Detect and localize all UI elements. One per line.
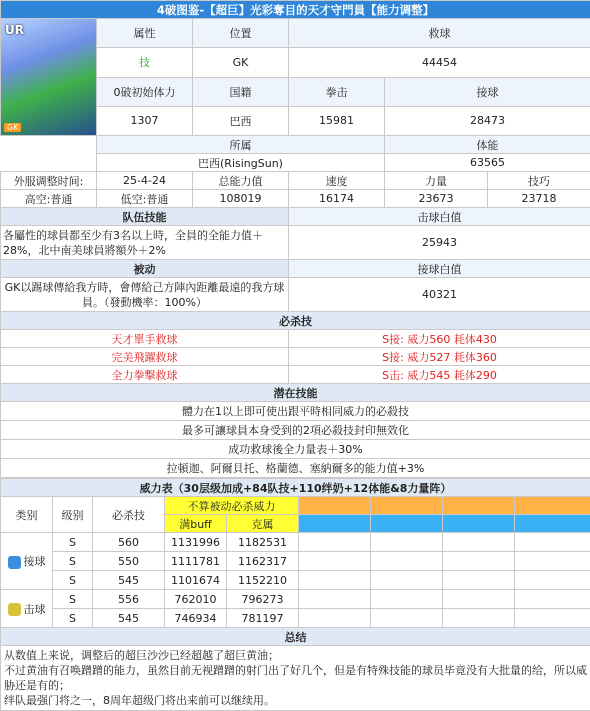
summary-text <box>1 646 590 711</box>
special-label: 必杀技 <box>1 312 590 330</box>
type-catch: 接球 <box>1 533 53 590</box>
table-cell: 550 <box>93 552 165 571</box>
nation-label: 国籍 <box>193 77 289 106</box>
latent-label: 潜在技能 <box>1 384 590 402</box>
tech-label: 技巧 <box>488 172 590 190</box>
table-cell: 1111781 <box>165 552 227 571</box>
gk-badge: GK <box>4 123 21 132</box>
stamina-label: 0破初始体力 <box>97 77 193 106</box>
catch-label: 接球 <box>385 77 590 106</box>
cyan-cell <box>443 515 515 533</box>
pos-value: GK <box>193 48 289 77</box>
latent-item-2: 最多可讓球員本身受到的2項必殺技封印無效化 <box>1 421 590 440</box>
speed-label: 速度 <box>289 172 385 190</box>
table-cell: 556 <box>93 590 165 609</box>
table-cell: S <box>53 609 93 628</box>
punch-label: 拳击 <box>289 77 385 106</box>
col-full-buff: 满buff <box>165 515 227 533</box>
table-cell: 1131996 <box>165 533 227 552</box>
col-type: 类别 <box>1 497 53 533</box>
latent-item-3: 成功救球後全力量表＋30% <box>1 440 590 459</box>
table-cell: 1162317 <box>227 552 299 571</box>
table-cell: S <box>53 590 93 609</box>
table-cell: 762010 <box>165 590 227 609</box>
nation-value: 巴西 <box>193 106 289 135</box>
team-skill-label: 队伍技能 <box>1 208 289 226</box>
power-value: 23673 <box>385 190 488 208</box>
table-cell: S <box>53 552 93 571</box>
summary-line-3: 绊队最强门将之一，8周年超级门将出来前可以继续用。 <box>4 693 587 708</box>
col-counter: 克属 <box>227 515 299 533</box>
cyan-cell <box>299 515 371 533</box>
latent-item-4: 拉頓迦、阿爾貝托、格蘭德、塞納爾多的能力值+3% <box>1 459 590 478</box>
save-value: 44454 <box>289 48 590 77</box>
table-cell: 1182531 <box>227 533 299 552</box>
punch-white-value: 25943 <box>289 226 590 260</box>
special-stat-2: S接: 威力527 耗体360 <box>289 348 590 366</box>
table-cell: 545 <box>93 571 165 590</box>
table-cell: S <box>53 533 93 552</box>
special-name-1: 天才單手救球 <box>1 330 289 348</box>
table-cell: 1101674 <box>165 571 227 590</box>
cyan-cell <box>515 515 590 533</box>
orange-cell <box>299 497 371 515</box>
table-cell: 796273 <box>227 590 299 609</box>
punch-value: 15981 <box>289 106 385 135</box>
catch-white-value: 40321 <box>289 278 590 312</box>
low-cell: 低空:普通 <box>97 190 193 208</box>
catch-icon <box>8 556 21 569</box>
catch-value: 28473 <box>385 106 590 135</box>
attr-value: 技 <box>97 48 193 77</box>
team-skill-text: 各屬性的球員都至少有3名以上時，全員的全能力值＋28%，北中南美球員將額外＋2% <box>1 226 289 260</box>
team-value: 巴西(RisingSun) <box>97 154 385 172</box>
catch-white-label: 接球白值 <box>289 260 590 278</box>
special-stat-3: S击: 威力545 耗体290 <box>289 366 590 384</box>
date-label: 外服调整时间: <box>1 172 97 190</box>
no-passive-header: 不算被动必杀威力 <box>165 497 299 515</box>
type-punch: 击球 <box>1 590 53 628</box>
orange-cell <box>371 497 443 515</box>
power-label: 力量 <box>385 172 488 190</box>
pos-label: 位置 <box>193 19 289 48</box>
cyan-cell <box>371 515 443 533</box>
table-cell: 746934 <box>165 609 227 628</box>
power-table <box>0 478 590 711</box>
summary-line-1: 从数值上来说，调整后的超巨沙沙已经超越了超巨黄油； <box>4 648 587 663</box>
stamina-value: 1307 <box>97 106 193 135</box>
rarity-label: UR <box>5 23 24 37</box>
high-cell: 高空:普通 <box>1 190 97 208</box>
player-portrait <box>1 19 96 135</box>
table-cell: S <box>53 571 93 590</box>
total-value: 108019 <box>193 190 289 208</box>
tech-value: 23718 <box>488 190 590 208</box>
total-label: 总能力值 <box>193 172 289 190</box>
special-name-2: 完美飛躍救球 <box>1 348 289 366</box>
summary-line-2: 不过黄油有召唤蹭蹭的能力，虽然目前无视蹭蹭的射门出了好几个，但是有特殊技能的球员毕竟没有大批量的给，所以威胁还是有的； <box>4 663 587 693</box>
special-stat-1: S接: 威力560 耗体430 <box>289 330 590 348</box>
page-title: 4破图鉴-【超巨】光彩奪目的天才守門員【能力调整】 <box>1 1 590 19</box>
table-cell: 1152210 <box>227 571 299 590</box>
passive-text: GK以踢球傳給我方時，會傳給己方陣內距離最遠的我方球員。（發動機率：100%） <box>1 278 289 312</box>
col-skill: 必杀技 <box>93 497 165 533</box>
orange-cell <box>515 497 590 515</box>
date-value: 25-4-24 <box>97 172 193 190</box>
punch-white-label: 击球白值 <box>289 208 590 226</box>
punch-icon <box>8 603 21 616</box>
attr-label: 属性 <box>97 19 193 48</box>
save-label: 救球 <box>289 19 590 48</box>
player-card <box>1 19 97 136</box>
col-level: 级别 <box>53 497 93 533</box>
table-cell: 781197 <box>227 609 299 628</box>
table-cell: 545 <box>93 609 165 628</box>
team-label: 所属 <box>97 136 385 154</box>
table-cell: 560 <box>93 533 165 552</box>
special-name-3: 全力拳擊救球 <box>1 366 289 384</box>
orange-cell <box>443 497 515 515</box>
passive-label: 被动 <box>1 260 289 278</box>
physical-value: 63565 <box>385 154 590 172</box>
power-table-title: 威力表（30层级加成+84队技+110绊奶+12体能&8力量阵） <box>1 479 590 497</box>
physical-label: 体能 <box>385 136 590 154</box>
latent-item-1: 體力在1以上即可使出跟平時相同威力的必殺技 <box>1 402 590 421</box>
speed-value: 16174 <box>289 190 385 208</box>
summary-label: 总结 <box>1 628 590 646</box>
